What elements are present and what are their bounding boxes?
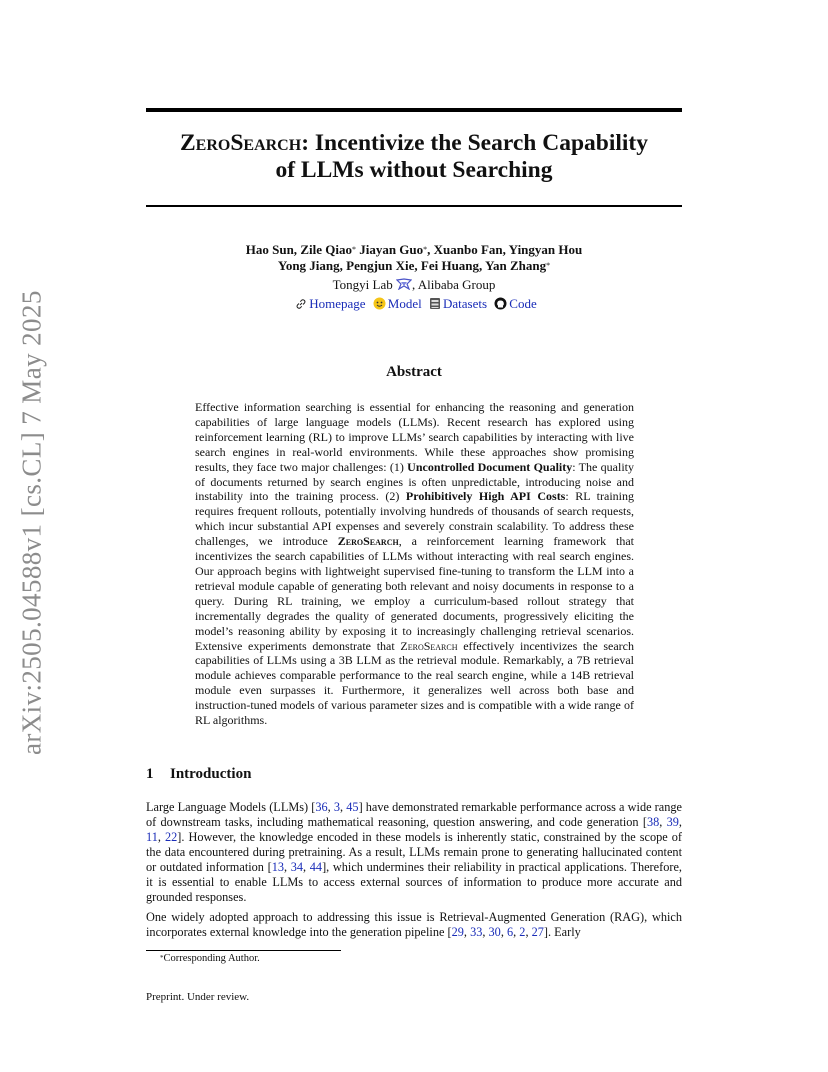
- footnote-text: Corresponding Author.: [163, 953, 260, 964]
- citation-link[interactable]: 33: [470, 925, 483, 939]
- paragraph-text: ,: [525, 925, 532, 939]
- footnote-rule: [146, 950, 341, 951]
- datasets-icon: [429, 297, 441, 310]
- citation-link[interactable]: 22: [164, 830, 178, 844]
- paragraph-text: ,: [678, 815, 682, 829]
- hugging-face-icon: [373, 297, 386, 310]
- corresponding-mark: *: [351, 245, 356, 254]
- paragraph-text: ]. Early: [543, 925, 581, 939]
- intro-paragraph-1: [146, 800, 682, 905]
- footnote: [160, 952, 260, 965]
- citation-link[interactable]: 6: [506, 925, 514, 939]
- paragraph-text: ,: [659, 815, 667, 829]
- paragraph-text: ,: [327, 800, 334, 814]
- footnote-mark: *: [160, 954, 164, 962]
- citation-link[interactable]: 29: [451, 925, 464, 939]
- abstract-system-name: ZeroSearch: [400, 638, 458, 653]
- citation-link[interactable]: 39: [666, 815, 679, 829]
- datasets-link[interactable]: Datasets: [443, 296, 488, 311]
- preprint-notice: Preprint. Under review.: [146, 991, 250, 1003]
- abstract-part: : RL training requires frequent rollouts, potentially involving hundreds of thousands of search requests, which incur substantial API expenses and severely constrain scalability. To address these challenges, we introduce: [195, 489, 634, 549]
- paragraph-text: ] have demonstrated remarkable performance across a wide range of downstream tasks, including mathematical reasoning, question answering, and code generation [: [146, 800, 682, 829]
- introduction-body: [146, 800, 682, 945]
- homepage-link[interactable]: Homepage: [309, 296, 366, 311]
- author-rest: , Xuanbo Fan, Yingyan Hou: [427, 242, 583, 257]
- title-line2: of LLMs without Searching: [275, 157, 553, 183]
- citation-link[interactable]: 3: [333, 800, 341, 814]
- github-icon: [494, 297, 507, 310]
- author-list: [146, 242, 682, 274]
- abstract-system-name: ZeroSearch: [337, 534, 399, 549]
- section-heading-introduction: [146, 766, 682, 783]
- author-line2: Yong Jiang, Pengjun Xie, Fei Huang,: [277, 258, 486, 273]
- resource-links: [146, 296, 682, 312]
- paragraph-text: ,: [340, 800, 347, 814]
- paragraph-text: ,: [463, 925, 471, 939]
- lab-name: Tongyi Lab: [332, 277, 393, 292]
- section-title: Introduction: [170, 766, 252, 782]
- paragraph-text: ,: [303, 860, 310, 874]
- abstract-bold-term: Uncontrolled Document Quality: [407, 459, 573, 474]
- paragraph-text: ], which undermines their reliability in practical applications. Therefore, it is essential to enable LLMs to access external sources of information to produce more accurate and grounded responses.: [146, 860, 682, 904]
- affiliation: [146, 277, 682, 293]
- paragraph-text: ,: [482, 925, 489, 939]
- title-rest: : Incentivize the Search Capability: [301, 130, 649, 156]
- paragraph-text: ,: [284, 860, 291, 874]
- link-icon: [295, 298, 307, 310]
- citation-link[interactable]: 44: [309, 860, 323, 874]
- citation-link[interactable]: 45: [346, 800, 359, 814]
- corresponding-mark: *: [546, 261, 551, 270]
- paragraph-text: ,: [513, 925, 520, 939]
- citation-link[interactable]: 27: [531, 925, 544, 939]
- section-number: 1: [146, 766, 154, 782]
- corresponding-mark: *: [423, 245, 428, 254]
- abstract-part: : The quality of documents returned by search engines is often unpredictable, introducing noise and instability into the training process. (2): [195, 459, 634, 504]
- title-top-rule: [146, 108, 682, 112]
- citation-link[interactable]: 30: [488, 925, 501, 939]
- abstract-part: effectively incentivizes the search capabilities of LLMs using a 3B LLM as the retrieval module. Remarkably, a 7B retrieval module achieves comparable performance to the real search engine, while a 14B retrieval module even surpasses it. Furthermore, it generalizes well across both base and instruction-tuned models of various parameter sizes and is compatible with a wide range of RL algorithms.: [195, 638, 634, 728]
- abstract-heading: Abstract: [386, 364, 442, 380]
- title-bottom-rule: [146, 205, 682, 207]
- author-2: Zile Qiao: [300, 242, 352, 257]
- tongyi-logo-icon: [396, 278, 412, 290]
- citation-link[interactable]: 13: [271, 860, 285, 874]
- paragraph-text: ]. However, the knowledge encoded in these models is inherently static, constrained by the scope of the data encountered during pretraining. As a result, LLMs remain prone to generating hallucinated content or outdated information [: [146, 830, 682, 874]
- title-system-name: ZeroSearch: [179, 130, 302, 156]
- paragraph-text: ,: [157, 830, 165, 844]
- code-link[interactable]: Code: [509, 296, 537, 311]
- citation-link[interactable]: 38: [646, 815, 660, 829]
- paragraph-text: Large Language Models (LLMs) [: [146, 800, 316, 814]
- model-link[interactable]: Model: [387, 296, 422, 311]
- citation-link[interactable]: 11: [146, 830, 158, 844]
- abstract-part: Effective information searching is essential for enhancing the reasoning and generation capabilities of large language models (LLMs). Recent research has explored using reinforcement learning (RL) to improve LLMs’ search capabilities by interacting with live search engines in real-world environments. While these approaches show promising results, they face two major challenges: (1): [195, 400, 634, 474]
- paragraph-text: ,: [500, 925, 507, 939]
- abstract-text: [195, 400, 634, 728]
- author-3: Jiayan Guo: [355, 242, 424, 257]
- group-name: , Alibaba Group: [411, 277, 496, 292]
- arxiv-stamp: arXiv:2505.04588v1 [cs.CL] 7 May 2025: [16, 290, 47, 756]
- author-1: Hao Sun,: [245, 242, 301, 257]
- paper-title: [146, 130, 682, 184]
- intro-paragraph-2: [146, 910, 682, 940]
- citation-link[interactable]: 34: [290, 860, 304, 874]
- citation-link[interactable]: 36: [315, 800, 328, 814]
- paragraph-text: One widely adopted approach to addressing this issue is Retrieval-Augmented Generation (RAG), which incorporates external knowledge into the generation pipeline [: [146, 910, 682, 939]
- author-last: Yan Zhang: [485, 258, 547, 273]
- abstract-part: , a reinforcement learning framework that incentivizes the search capabilities of LLMs without interacting with real search engines. Our approach begins with lightweight supervised fine-tuning to transform the LLM into a retrieval module capable of generating both relevant and noisy documents in response to a query. During RL training, we employ a curriculum-based rollout strategy that incrementally degrades the quality of generated documents, progressively eliciting the model’s reasoning ability by exposing it to increasingly challenging retrieval scenarios. Extensive experiments demonstrate that: [195, 534, 635, 653]
- abstract-bold-term: Prohibitively High API Costs: [405, 489, 566, 504]
- citation-link[interactable]: 2: [519, 925, 526, 939]
